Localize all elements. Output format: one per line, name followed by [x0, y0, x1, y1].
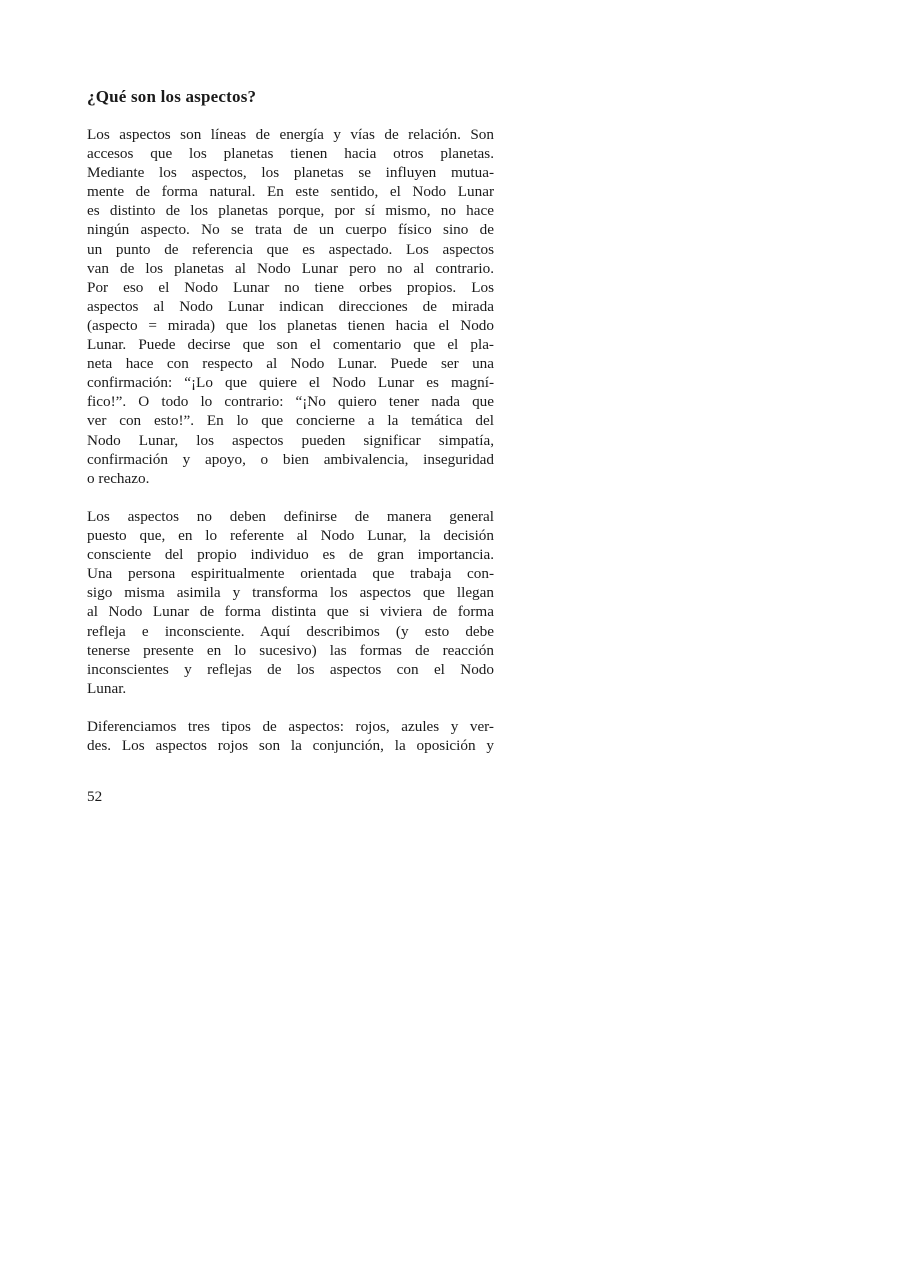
- text-line: Los aspectos son líneas de energía y vías de relación. Son: [87, 126, 494, 143]
- text-line: refleja e inconsciente. Aquí describimos (y esto debe: [87, 622, 494, 640]
- body-text: [87, 125, 494, 755]
- text-line: es distinto de los planetas porque, por sí mismo, no hace: [87, 202, 494, 220]
- text-line: Lunar.: [87, 679, 127, 697]
- text-line: Los aspectos no deben definirse de manera general: [87, 507, 494, 525]
- text-line: confirmación: “¡Lo que quiere el Nodo Lunar es magní-: [87, 374, 494, 392]
- page-number: 52: [87, 788, 103, 805]
- text-line: (aspecto = mirada) que los planetas tienen hacia el Nodo: [87, 316, 494, 334]
- text-line: Por eso el Nodo Lunar no tiene orbes propios. Los: [87, 278, 494, 296]
- text-line: Lunar. Puede decirse que son el comentario que el pla-: [87, 336, 494, 354]
- text-line: ningún aspecto. No se trata de un cuerpo físico sino de: [87, 221, 494, 239]
- text-line: mente de forma natural. En este sentido, el Nodo Lunar: [87, 183, 494, 201]
- text-line: tenerse presente en lo sucesivo) las formas de reacción: [87, 641, 494, 659]
- text-line: Diferenciamos tres tipos de aspectos: rojos, azules y ver-: [87, 718, 494, 736]
- text-line: van de los planetas al Nodo Lunar pero no al contrario.: [87, 259, 494, 277]
- paragraph-gap: [87, 488, 494, 507]
- text-line: Una persona espiritualmente orientada que trabaja con-: [87, 565, 494, 583]
- text-line: ver con esto!”. En lo que concierne a la temática del: [87, 412, 494, 430]
- text-line: fico!”. O todo lo contrario: “¡No quiero tener nada que: [87, 393, 494, 411]
- text-line: inconscientes y reflejas de los aspectos con el Nodo: [87, 660, 494, 678]
- text-line: neta hace con respecto al Nodo Lunar. Puede ser una: [87, 355, 494, 373]
- text-line: sigo misma asimila y transforma los aspectos que llegan: [87, 584, 494, 602]
- text-line: al Nodo Lunar de forma distinta que si viviera de forma: [87, 603, 494, 621]
- text-line: Nodo Lunar, los aspectos pueden significar simpatía,: [87, 431, 494, 449]
- text-line: consciente del propio individuo es de gran importancia.: [87, 546, 494, 564]
- text-line: o rechazo.: [87, 469, 150, 487]
- text-line: un punto de referencia que es aspectado. Los aspectos: [87, 240, 494, 258]
- text-line: Mediante los aspectos, los planetas se influyen mutua-: [87, 164, 494, 182]
- text-line: accesos que los planetas tienen hacia otros planetas.: [87, 145, 494, 163]
- section-heading: ¿Qué son los aspectos?: [87, 87, 257, 106]
- paragraph-gap: [87, 698, 494, 717]
- text-line: des. Los aspectos rojos son la conjunción, la oposición y: [87, 737, 494, 755]
- text-line: puesto que, en lo referente al Nodo Lunar, la decisión: [87, 527, 494, 545]
- text-line: confirmación y apoyo, o bien ambivalencia, inseguridad: [87, 450, 494, 468]
- text-line: aspectos al Nodo Lunar indican direcciones de mirada: [87, 297, 494, 315]
